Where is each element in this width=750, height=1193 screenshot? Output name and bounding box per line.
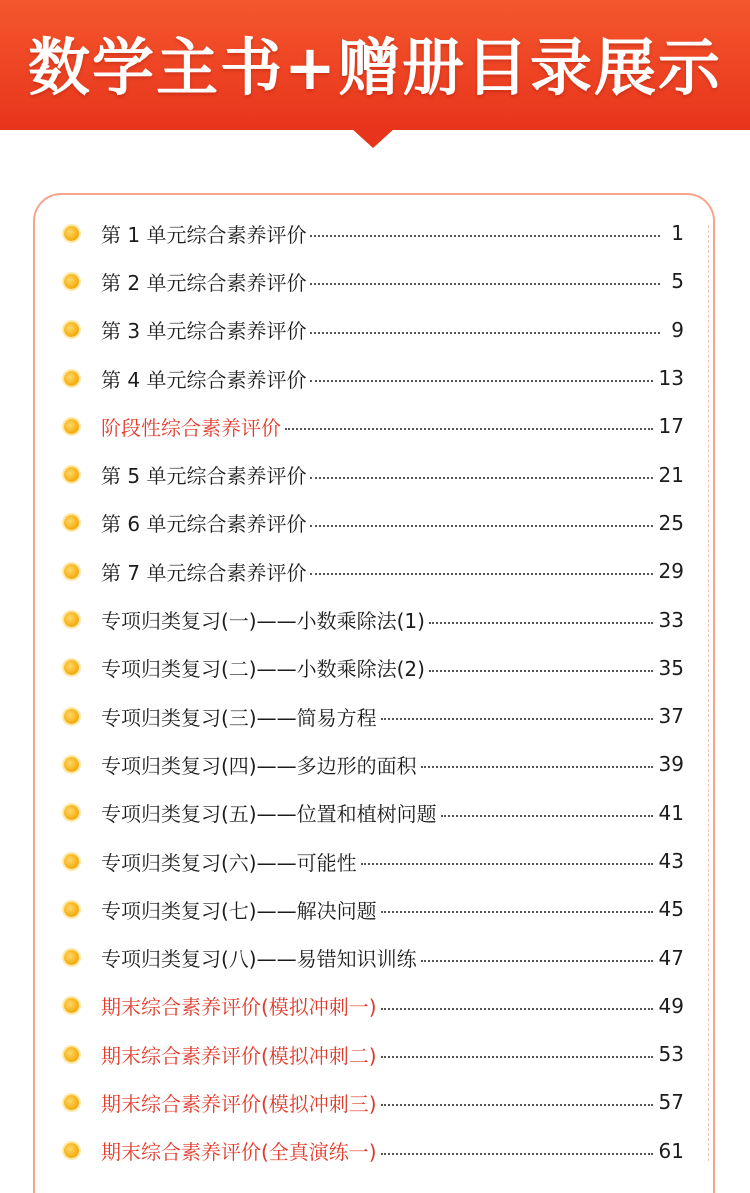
dot-leader	[285, 428, 653, 430]
bullet-icon	[64, 854, 79, 869]
bullet-icon	[64, 950, 79, 965]
dot-leader	[310, 332, 660, 334]
toc-entry-page-number: 35	[658, 655, 684, 680]
toc-entry-label: 第 5 单元综合素养评价	[101, 464, 307, 489]
bullet-icon	[64, 998, 79, 1013]
toc-entry-label: 第 6 单元综合素养评价	[101, 512, 307, 537]
toc-entry-page-number: 25	[658, 510, 684, 535]
toc-entry-page-number: 57	[658, 1090, 684, 1115]
toc-entry[interactable]	[60, 499, 684, 547]
toc-entry-page-number: 5	[671, 269, 684, 294]
dot-leader	[310, 525, 652, 527]
toc-entry[interactable]	[60, 644, 684, 692]
toc-entry-label: 专项归类复习(八)——易错知识训练	[101, 947, 417, 972]
toc-entry-label: 期末综合素养评价(模拟冲刺二)	[101, 1043, 377, 1068]
toc-entry[interactable]	[60, 933, 684, 981]
dot-leader	[310, 477, 652, 479]
dot-leader	[429, 622, 653, 624]
toc-entry[interactable]	[60, 692, 684, 740]
card-divider	[708, 225, 709, 1161]
bullet-icon	[64, 660, 79, 675]
dot-leader	[310, 283, 660, 285]
bullet-icon	[64, 757, 79, 772]
dot-leader	[381, 1153, 653, 1155]
toc-entry-page-number: 47	[658, 945, 684, 970]
table-of-contents	[60, 209, 684, 1175]
bullet-icon	[64, 515, 79, 530]
toc-entry-page-number: 39	[658, 752, 684, 777]
toc-entry-label: 阶段性综合素养评价	[101, 415, 281, 440]
toc-entry[interactable]	[60, 209, 684, 257]
toc-entry-page-number: 49	[658, 993, 684, 1018]
toc-entry[interactable]	[60, 1078, 684, 1126]
toc-entry-page-number: 33	[658, 607, 684, 632]
toc-entry-page-number: 43	[658, 849, 684, 873]
toc-entry[interactable]	[60, 354, 684, 402]
toc-entry-page-number: 53	[658, 1042, 684, 1067]
bullet-icon	[64, 419, 79, 434]
toc-entry-label: 期末综合素养评价(全真演练一)	[101, 1140, 377, 1165]
dot-leader	[421, 766, 653, 768]
toc-entry-page-number: 41	[658, 800, 684, 825]
dot-leader	[381, 1104, 653, 1106]
toc-entry-page-number: 17	[658, 414, 684, 439]
bullet-icon	[64, 274, 79, 289]
toc-entry-label: 专项归类复习(六)——可能性	[101, 850, 357, 875]
dot-leader	[361, 863, 653, 865]
toc-entry-label: 第 3 单元综合素养评价	[101, 319, 307, 344]
bullet-icon	[64, 1143, 79, 1158]
toc-entry[interactable]	[60, 1127, 684, 1175]
dot-leader	[310, 573, 652, 575]
dot-leader	[429, 670, 653, 672]
toc-entry-label: 专项归类复习(一)——小数乘除法(1)	[101, 609, 425, 634]
toc-entry[interactable]	[60, 306, 684, 354]
toc-entry-page-number: 45	[658, 897, 684, 922]
toc-entry[interactable]	[60, 837, 684, 885]
toc-entry-label: 第 2 单元综合素养评价	[101, 270, 307, 295]
toc-entry[interactable]	[60, 595, 684, 643]
toc-entry-page-number: 61	[658, 1138, 684, 1163]
toc-entry-page-number: 37	[658, 704, 684, 729]
toc-entry-label: 第 4 单元综合素养评价	[101, 367, 307, 392]
toc-entry-label: 期末综合素养评价(模拟冲刺三)	[101, 1091, 377, 1116]
toc-entry-page-number: 13	[658, 366, 684, 391]
toc-entry-page-number: 1	[671, 221, 684, 246]
toc-entry[interactable]	[60, 402, 684, 450]
dot-leader	[310, 235, 660, 237]
toc-entry[interactable]	[60, 789, 684, 837]
bullet-icon	[64, 564, 79, 579]
dot-leader	[381, 1056, 653, 1058]
toc-entry-label: 专项归类复习(五)——位置和植树问题	[101, 802, 437, 827]
toc-entry-label: 第 1 单元综合素养评价	[101, 222, 307, 247]
dot-leader	[441, 815, 653, 817]
toc-entry-label: 第 7 单元综合素养评价	[101, 560, 307, 585]
banner-pointer	[351, 128, 395, 148]
bullet-icon	[64, 322, 79, 337]
dot-leader	[381, 718, 653, 720]
dot-leader	[381, 911, 653, 913]
toc-entry-page-number: 9	[671, 317, 684, 342]
bullet-icon	[64, 371, 79, 386]
dot-leader	[421, 960, 653, 962]
bullet-icon	[64, 467, 79, 482]
dot-leader	[310, 380, 652, 382]
toc-entry[interactable]	[60, 547, 684, 595]
dot-leader	[381, 1008, 653, 1010]
bullet-icon	[64, 902, 79, 917]
toc-entry-label: 专项归类复习(三)——简易方程	[101, 705, 377, 730]
header-banner	[0, 0, 750, 130]
toc-entry-label: 期末综合素养评价(模拟冲刺一)	[101, 995, 377, 1020]
toc-entry-label: 专项归类复习(四)——多边形的面积	[101, 753, 417, 778]
toc-entry[interactable]	[60, 740, 684, 788]
bullet-icon	[64, 612, 79, 627]
toc-entry[interactable]	[60, 982, 684, 1030]
toc-entry-label: 专项归类复习(七)——解决问题	[101, 898, 377, 923]
toc-entry-page-number: 21	[658, 462, 684, 487]
bullet-icon	[64, 709, 79, 724]
toc-entry[interactable]	[60, 450, 684, 498]
bullet-icon	[64, 1095, 79, 1110]
toc-entry[interactable]	[60, 257, 684, 305]
toc-entry-label: 专项归类复习(二)——小数乘除法(2)	[101, 657, 425, 682]
toc-entry[interactable]	[60, 885, 684, 933]
toc-entry[interactable]	[60, 1030, 684, 1078]
bullet-icon	[64, 226, 79, 241]
bullet-icon	[64, 1047, 79, 1062]
page-title: 数学主书+赠册目录展示	[28, 30, 722, 104]
bullet-icon	[64, 805, 79, 820]
toc-entry-page-number: 29	[658, 559, 684, 584]
